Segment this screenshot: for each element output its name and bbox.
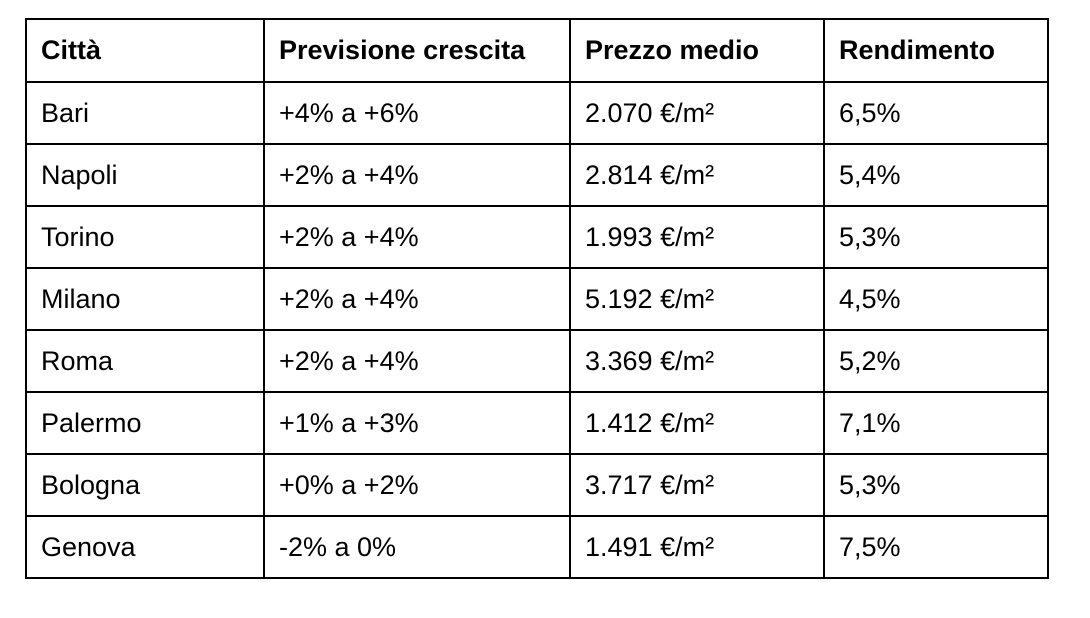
cell-yield: 4,5% xyxy=(824,268,1048,330)
cell-city: Milano xyxy=(26,268,264,330)
cell-growth-forecast: +2% a +4% xyxy=(264,144,570,206)
cell-growth-forecast: +4% a +6% xyxy=(264,82,570,144)
cell-city: Bari xyxy=(26,82,264,144)
header-growth-forecast: Previsione crescita xyxy=(264,19,570,82)
table-row xyxy=(26,392,1048,454)
cell-growth-forecast: +2% a +4% xyxy=(264,330,570,392)
cell-growth-forecast: +2% a +4% xyxy=(264,206,570,268)
cell-yield: 5,4% xyxy=(824,144,1048,206)
cell-average-price: 1.993 €/m² xyxy=(570,206,824,268)
cell-growth-forecast: -2% a 0% xyxy=(264,516,570,578)
cell-growth-forecast: +2% a +4% xyxy=(264,268,570,330)
cell-yield: 6,5% xyxy=(824,82,1048,144)
table-row xyxy=(26,206,1048,268)
table-row xyxy=(26,268,1048,330)
header-yield: Rendimento xyxy=(824,19,1048,82)
table-row xyxy=(26,330,1048,392)
cell-city: Torino xyxy=(26,206,264,268)
header-average-price: Prezzo medio xyxy=(570,19,824,82)
cell-city: Napoli xyxy=(26,144,264,206)
table-row xyxy=(26,454,1048,516)
cell-yield: 5,3% xyxy=(824,206,1048,268)
cell-average-price: 1.491 €/m² xyxy=(570,516,824,578)
cell-city: Roma xyxy=(26,330,264,392)
table-row xyxy=(26,516,1048,578)
cell-growth-forecast: +1% a +3% xyxy=(264,392,570,454)
city-data-table xyxy=(25,18,1049,579)
cell-yield: 7,1% xyxy=(824,392,1048,454)
cell-growth-forecast: +0% a +2% xyxy=(264,454,570,516)
table-header-row xyxy=(26,19,1048,82)
cell-yield: 5,2% xyxy=(824,330,1048,392)
cell-average-price: 1.412 €/m² xyxy=(570,392,824,454)
cell-yield: 7,5% xyxy=(824,516,1048,578)
table-row xyxy=(26,144,1048,206)
cell-city: Palermo xyxy=(26,392,264,454)
cell-average-price: 5.192 €/m² xyxy=(570,268,824,330)
cell-average-price: 3.369 €/m² xyxy=(570,330,824,392)
cell-city: Bologna xyxy=(26,454,264,516)
cell-yield: 5,3% xyxy=(824,454,1048,516)
cell-average-price: 2.814 €/m² xyxy=(570,144,824,206)
cell-city: Genova xyxy=(26,516,264,578)
header-city: Città xyxy=(26,19,264,82)
table-row xyxy=(26,82,1048,144)
cell-average-price: 2.070 €/m² xyxy=(570,82,824,144)
cell-average-price: 3.717 €/m² xyxy=(570,454,824,516)
